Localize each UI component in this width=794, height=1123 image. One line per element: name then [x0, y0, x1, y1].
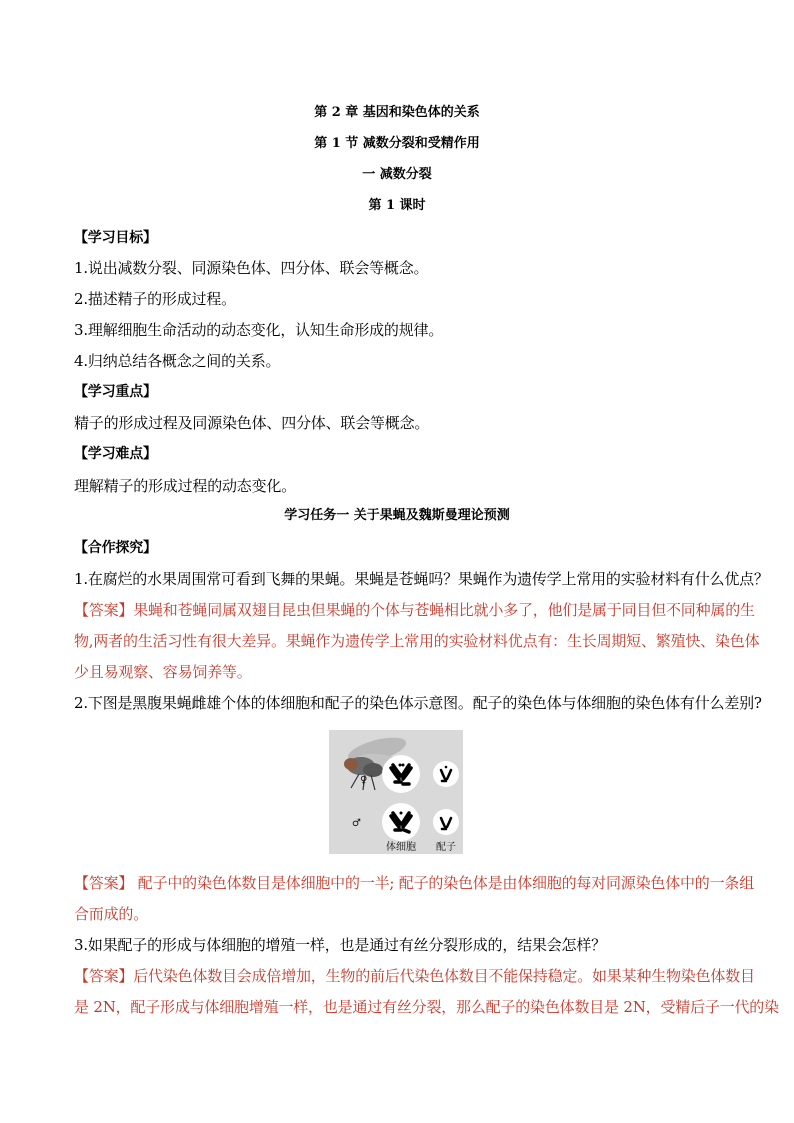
- subsection-title: 一 减数分裂: [362, 167, 432, 182]
- answer-3-line: 是 2N，配子形成与体细胞增殖一样，也是通过有丝分裂，那么配子的染色体数目是 2N，受精后子一代的染: [74, 998, 779, 1016]
- question-3: 3.如果配子的形成与体细胞的增殖一样，也是通过有丝分裂形成的，结果会怎样？: [74, 936, 606, 954]
- explore-heading: 【合作探究】: [74, 540, 157, 556]
- objective-item: 1.说出减数分裂、同源染色体、四分体、联会等概念。: [74, 259, 429, 277]
- chromosome-figure: [329, 730, 463, 854]
- male-somatic-cell: [382, 803, 420, 841]
- lesson-title: 第 1 课时: [368, 198, 426, 213]
- answer-label: 【答案】: [74, 601, 134, 619]
- chapter-title: 第 2 章 基因和染色体的关系: [314, 105, 480, 120]
- objective-item: 3.理解细胞生命活动的动态变化，认知生命形成的规律。: [74, 321, 444, 339]
- male-symbol: ♂: [352, 818, 361, 829]
- female-symbol: ♀: [360, 775, 368, 786]
- key-points-text: 精子的形成过程及同源染色体、四分体、联会等概念。: [74, 414, 430, 432]
- male-gamete-cell: [433, 809, 459, 835]
- answer-2-line: 合而成的。: [74, 905, 149, 923]
- key-points-heading: 【学习重点】: [74, 384, 157, 400]
- answer-1-line: 物,两者的生活习性有很大差异。果蝇作为遗传学上常用的实验材料优点有：生长周期短、繁殖快、染色体: [74, 632, 760, 650]
- female-somatic-cell: [382, 755, 420, 793]
- question-2: 2.下图是黑腹果蝇雌雄个体的体细胞和配子的染色体示意图。配子的染色体与体细胞的染色体有什么差别?: [74, 694, 762, 712]
- section-title: 第 1 节 减数分裂和受精作用: [314, 136, 480, 151]
- task-title: 学习任务一 关于果蝇及魏斯曼理论预测: [284, 508, 510, 523]
- gamete-label: 配子: [436, 842, 456, 853]
- chromosome-diagram: [329, 730, 463, 854]
- female-gamete-cell: [433, 761, 459, 787]
- objectives-heading: 【学习目标】: [74, 230, 157, 246]
- answer-3-line: 【答案】后代染色体数目会成倍增加，生物的前后代染色体数目不能保持稳定。如果某种生物染色体数目: [74, 967, 755, 985]
- answer-1-line: 少且易观察、容易饲养等。: [74, 663, 252, 681]
- answer-2-line: 【答案】 配子中的染色体数目是体细胞中的一半; 配子的染色体是由体细胞的每对同源染色体中的一条组: [74, 874, 754, 892]
- question-1: 1.在腐烂的水果周围常可看到飞舞的果蝇。果蝇是苍蝇吗？果蝇作为遗传学上常用的实验材料有什么优点？: [74, 570, 769, 588]
- difficulties-text: 理解精子的形成过程的动态变化。: [74, 477, 297, 495]
- answer-label: 【答案】: [74, 967, 134, 985]
- difficulties-heading: 【学习难点】: [74, 446, 157, 462]
- answer-1-line: 【答案】果蝇和苍蝇同属双翅目昆虫但果蝇的个体与苍蝇相比就小多了，他们是属于同目但不同种属的生: [74, 601, 755, 619]
- answer-label: 【答案】: [74, 874, 134, 892]
- objective-item: 4.归纳总结各概念之间的关系。: [74, 352, 281, 370]
- objective-item: 2.描述精子的形成过程。: [74, 290, 236, 308]
- somatic-cell-label: 体细胞: [386, 842, 416, 853]
